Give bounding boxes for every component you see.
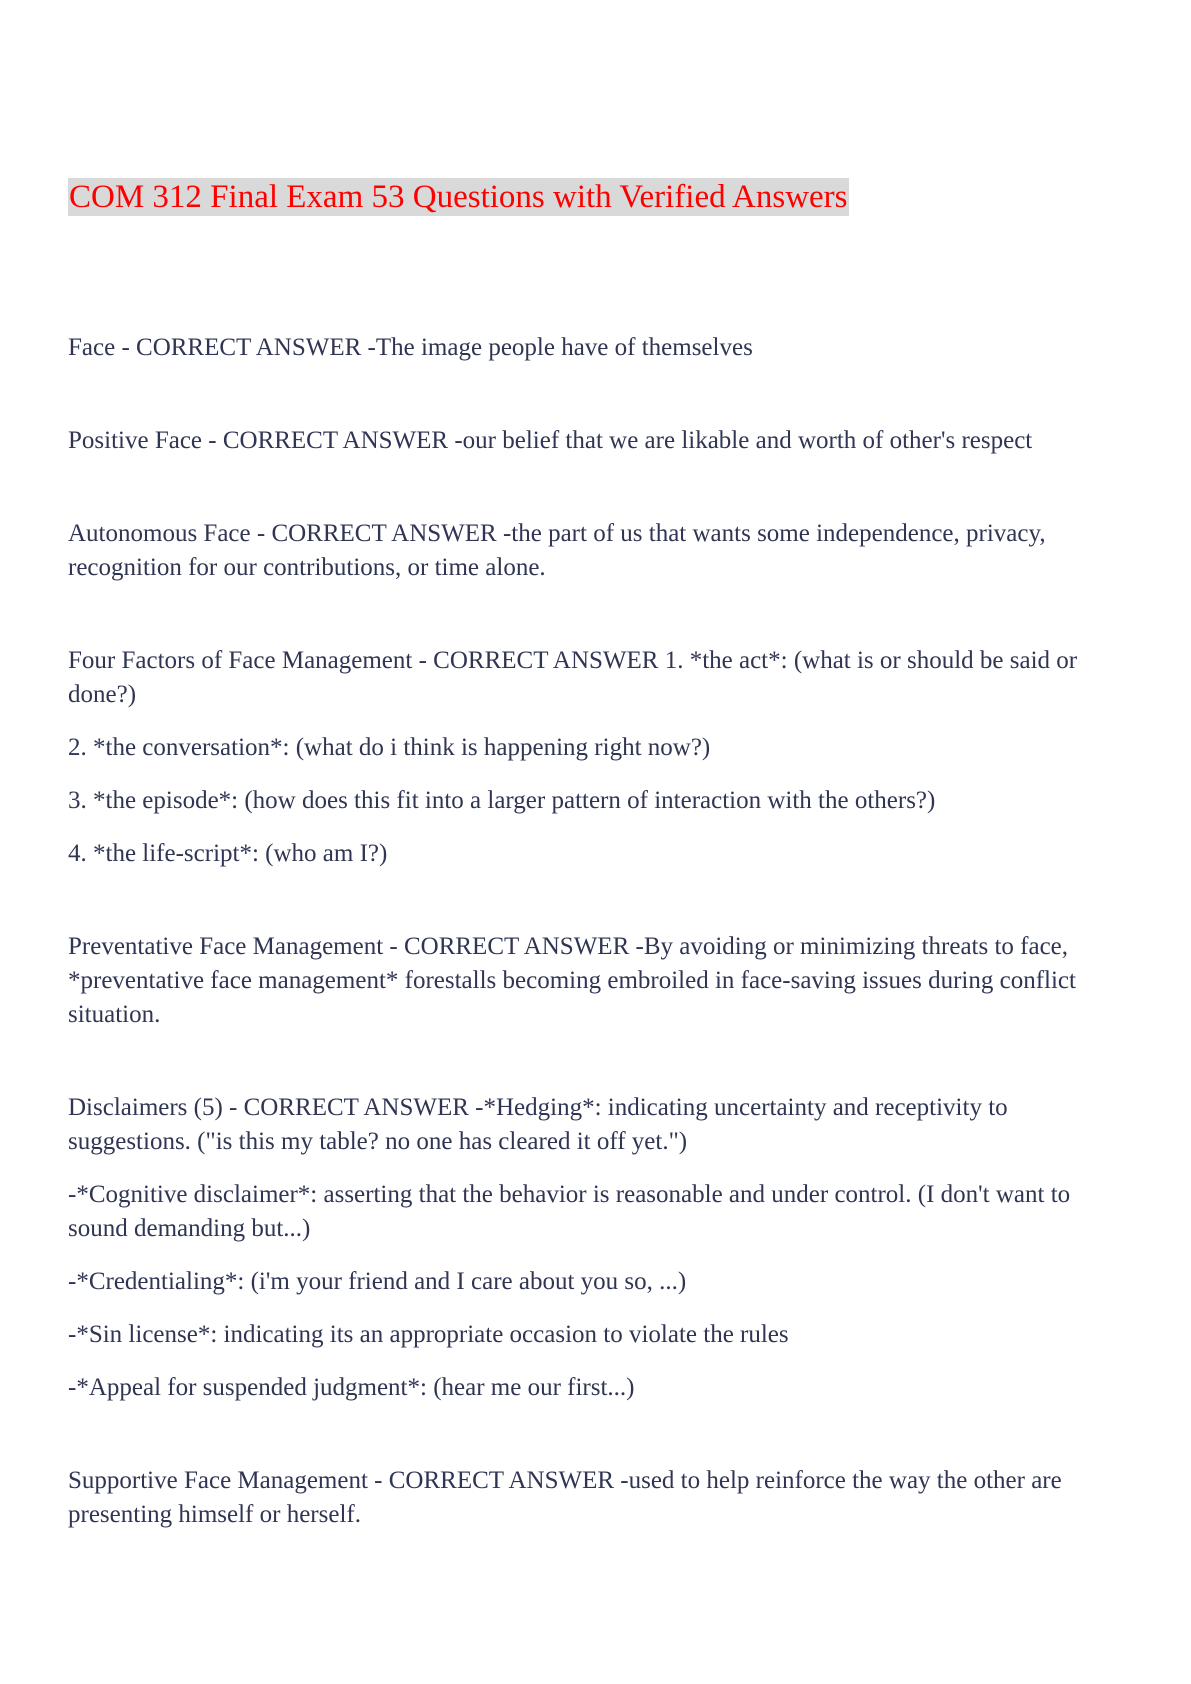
qa-paragraph: Supportive Face Management - CORRECT ANSWER -used to help reinforce the way the other are presenting himself or herself. bbox=[68, 1467, 1062, 1528]
qa-paragraph: -*Appeal for suspended judgment*: (hear me our first...) bbox=[68, 1374, 635, 1401]
qa-paragraph: 4. *the life-script*: (who am I?) bbox=[68, 840, 388, 867]
qa-paragraph: 3. *the episode*: (how does this fit into a larger pattern of interaction with the others?) bbox=[68, 787, 936, 814]
qa-paragraph: -*Credentialing*: (i'm your friend and I care about you so, ...) bbox=[68, 1268, 687, 1295]
qa-paragraph: 2. *the conversation*: (what do i think is happening right now?) bbox=[68, 734, 711, 761]
qa-paragraph: Positive Face - CORRECT ANSWER -our belief that we are likable and worth of other's respect bbox=[68, 427, 1033, 454]
qa-paragraph: -*Sin license*: indicating its an appropriate occasion to violate the rules bbox=[68, 1321, 789, 1348]
qa-entry-disclaimers bbox=[68, 1091, 1128, 1405]
qa-paragraph: -*Cognitive disclaimer*: asserting that the behavior is reasonable and under control. (I don't want to sound demanding but...) bbox=[68, 1181, 1071, 1242]
qa-entry-face bbox=[68, 331, 1128, 365]
qa-paragraph: Four Factors of Face Management - CORRECT ANSWER 1. *the act*: (what is or should be said or done?) bbox=[68, 647, 1078, 708]
qa-entry-autonomous-face bbox=[68, 517, 1128, 585]
qa-list bbox=[68, 331, 1128, 1532]
document-title: COM 312 Final Exam 53 Questions with Verified Answers bbox=[69, 179, 848, 215]
qa-paragraph: Preventative Face Management - CORRECT ANSWER -By avoiding or minimizing threats to face, *preventative face management* forestalls becoming embroiled in face-saving issues during conflict situation. bbox=[68, 933, 1076, 1028]
qa-entry-positive-face bbox=[68, 424, 1128, 458]
qa-paragraph: Disclaimers (5) - CORRECT ANSWER -*Hedging*: indicating uncertainty and receptivity to suggestions. ("is this my table? no one has cleared it off yet.") bbox=[68, 1094, 1008, 1155]
qa-entry-supportive-face-management bbox=[68, 1464, 1128, 1532]
qa-entry-four-factors bbox=[68, 644, 1128, 871]
qa-paragraph: Autonomous Face - CORRECT ANSWER -the part of us that wants some independence, privacy, recognition for our contributions, or time alone. bbox=[68, 520, 1046, 581]
document-page bbox=[68, 178, 1128, 1591]
qa-paragraph: Face - CORRECT ANSWER -The image people have of themselves bbox=[68, 334, 753, 361]
qa-entry-preventative-face-management bbox=[68, 930, 1128, 1032]
